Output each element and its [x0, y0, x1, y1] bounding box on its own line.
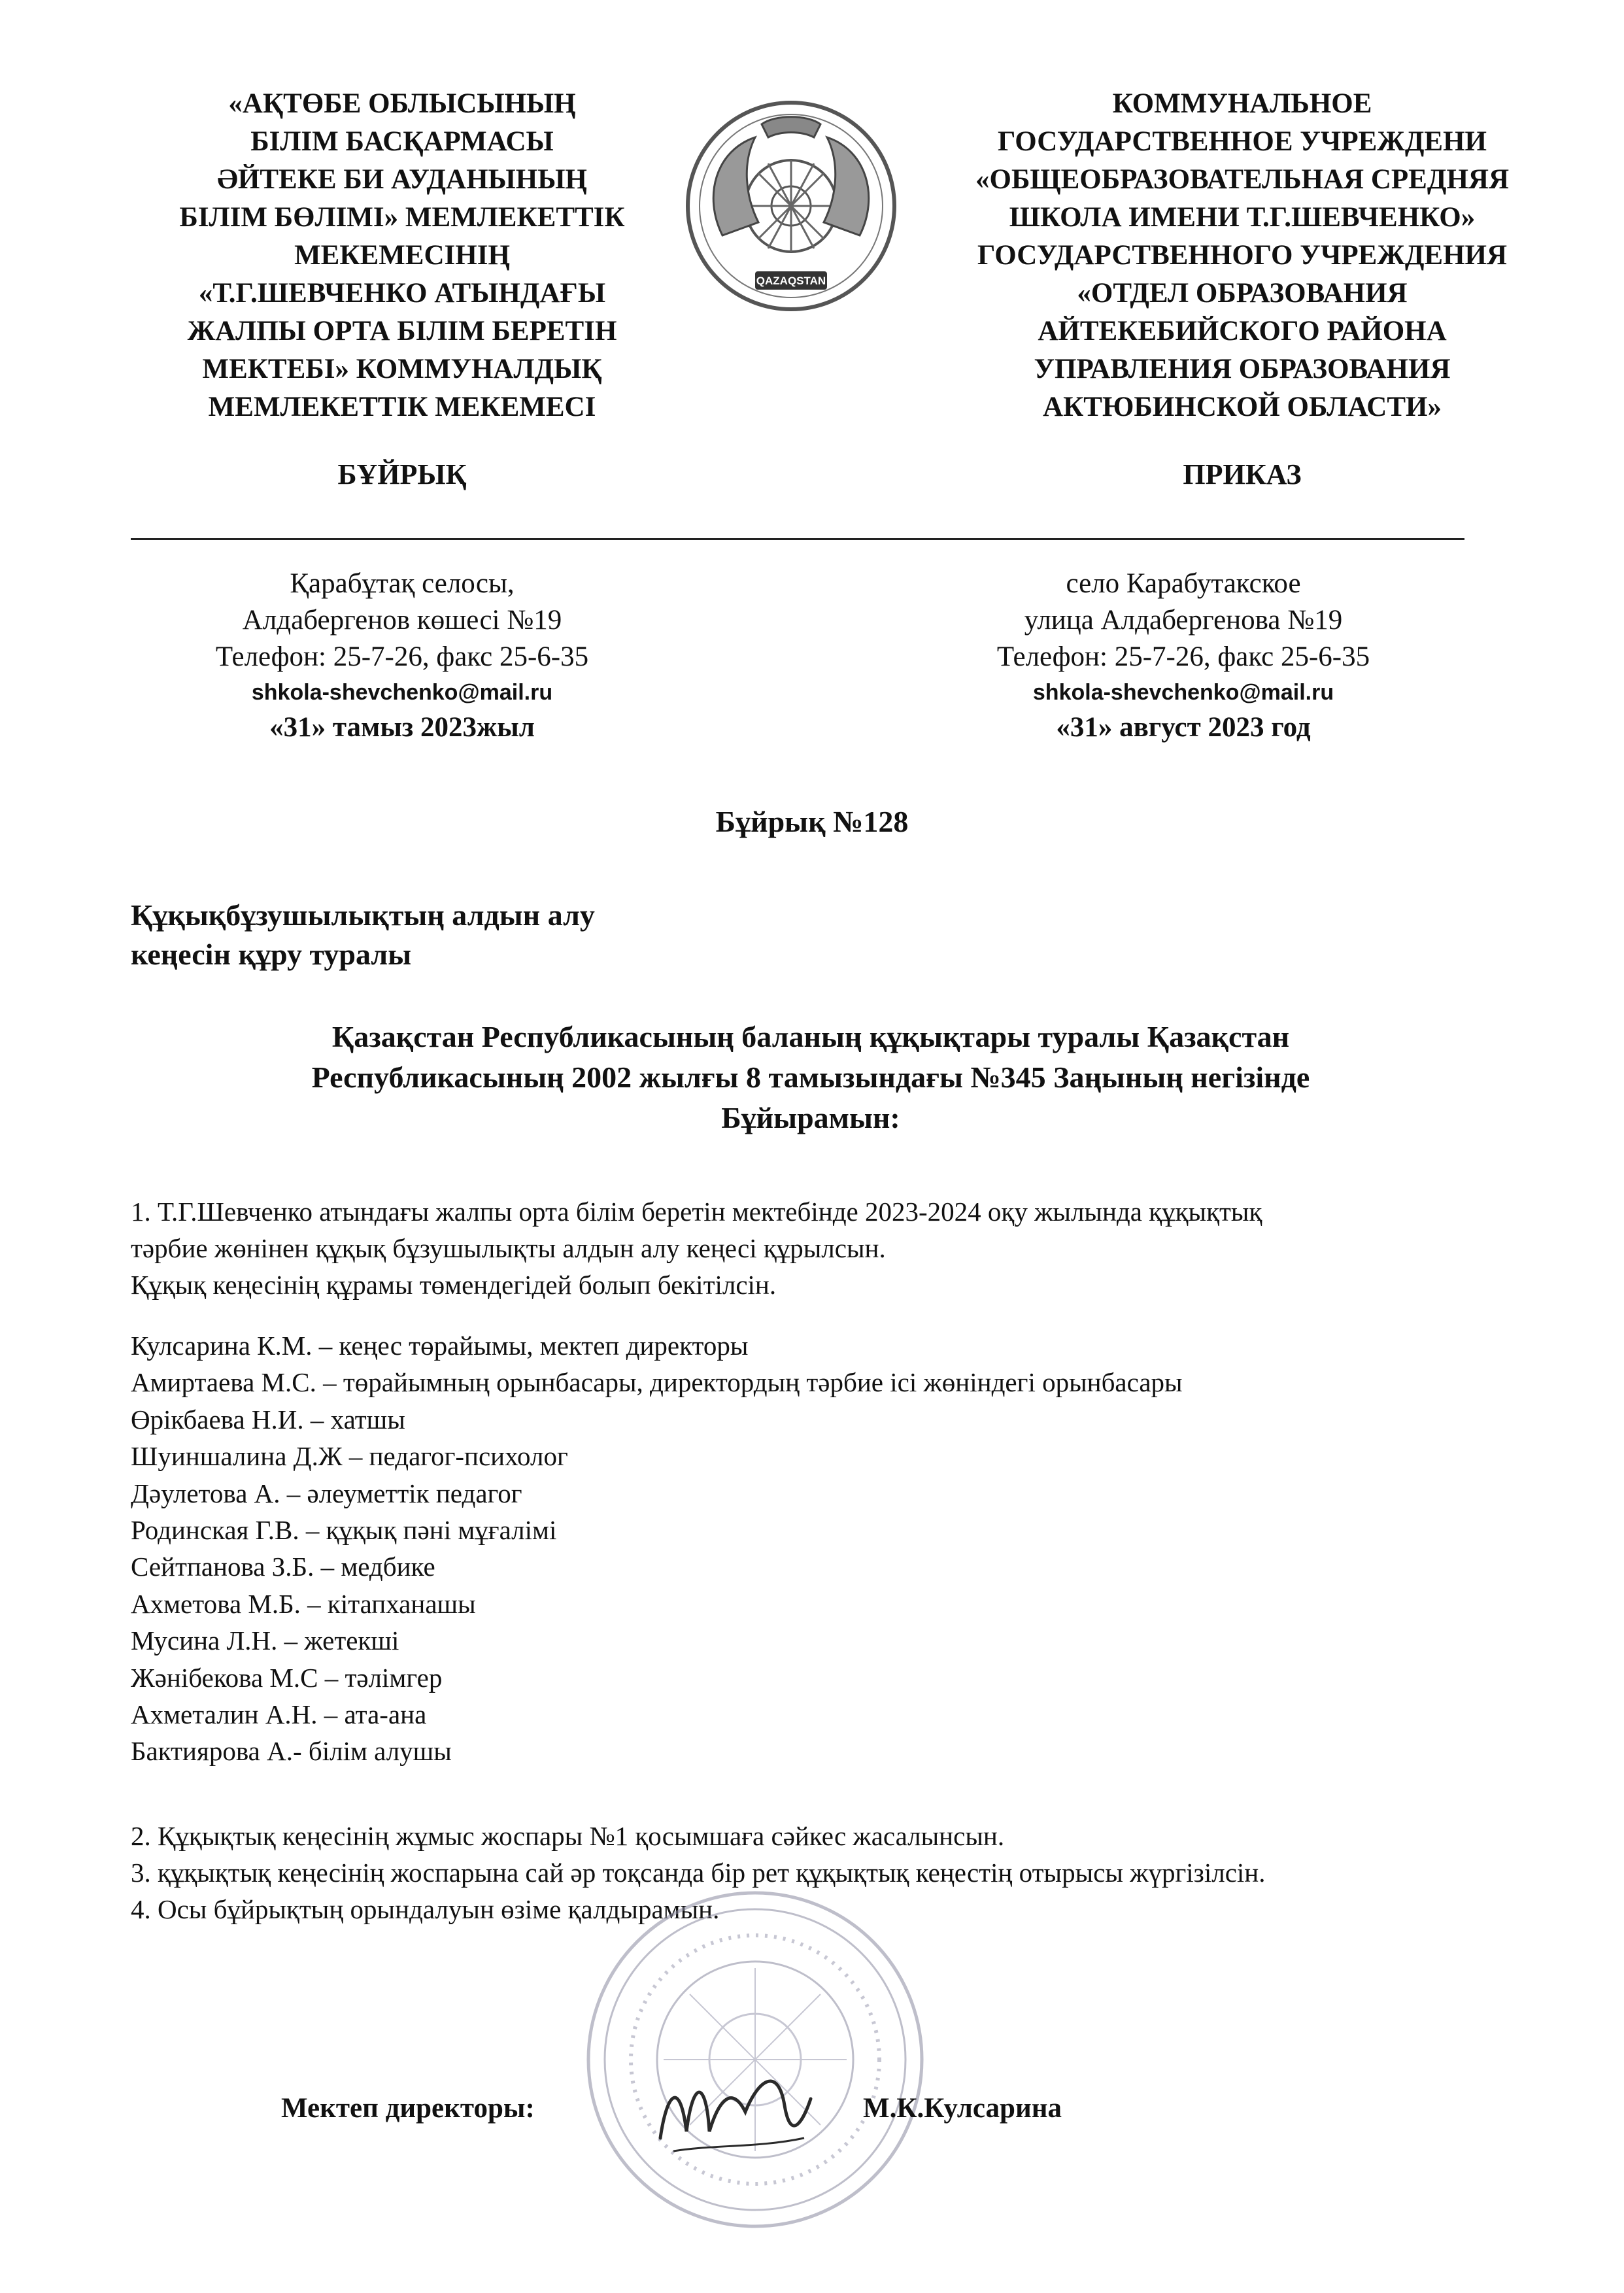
- list-item: Жәнібекова М.С – тәлімгер: [131, 1662, 443, 1693]
- header-left-line: «АҚТӨБЕ ОБЛЫСЫНЫҢ: [228, 88, 576, 119]
- header-left-org: [131, 85, 673, 426]
- header-right-org: [909, 85, 1576, 426]
- header-divider: [131, 538, 1464, 540]
- preamble-line: Бұйырамын:: [721, 1101, 900, 1134]
- handwritten-signature-icon: [647, 2040, 817, 2171]
- subject-line: кеңесін құру туралы: [131, 938, 412, 971]
- list-item: Бактиярова А.- білім алушы: [131, 1736, 452, 1767]
- address-street: улица Алдабергенова №19: [1024, 605, 1343, 636]
- director-name: М.К.Кулсарина: [863, 2093, 1062, 2124]
- header-left-line: ЖАЛПЫ ОРТА БІЛІМ БЕРЕТІН: [187, 316, 617, 347]
- order-subject: [131, 896, 595, 974]
- list-item: Мусина Л.Н. – жетекші: [131, 1625, 399, 1656]
- order-preamble: [131, 1017, 1491, 1138]
- address-phone: Телефон: 25-7-26, факс 25-6-35: [996, 641, 1370, 672]
- header-right-line: ШКОЛА ИМЕНИ Т.Г.ШЕВЧЕНКО»: [1009, 202, 1476, 233]
- header-right-line: «ОТДЕЛ ОБРАЗОВАНИЯ: [1077, 278, 1408, 309]
- order-point: 4. Осы бұйрықтың орындалуын өзіме қалдырамын.: [131, 1894, 720, 1924]
- council-members-list: [131, 1327, 1183, 1770]
- list-item: Ахметова М.Б. – кітапханашы: [131, 1588, 476, 1619]
- order-point: 3. құқықтық кеңесінің жоспарына сай әр тоқсанда бір рет құқықтық кеңестің отырысы жүргізілсін.: [131, 1858, 1266, 1888]
- header-left-line: БІЛІМ БӨЛІМІ» МЕМЛЕКЕТТІК: [179, 202, 625, 233]
- doc-type-kazakh: БҰЙРЫҚ: [337, 458, 467, 490]
- list-item: Өрікбаева Н.И. – хатшы: [131, 1404, 405, 1435]
- header-right-line: УПРАВЛЕНИЯ ОБРАЗОВАНИЯ: [1034, 354, 1451, 384]
- order-point-1: [131, 1193, 1517, 1303]
- header-right-line: АЙТЕКЕБИЙСКОГО РАЙОНА: [1038, 316, 1447, 347]
- address-phone: Телефон: 25-7-26, факс 25-6-35: [215, 641, 589, 672]
- header-right-line: АКТЮБИНСКОЙ ОБЛАСТИ»: [1043, 392, 1442, 422]
- order-date: «31» август 2023 год: [1056, 712, 1311, 743]
- address-village: Қарабұтақ селосы,: [290, 568, 515, 599]
- header-left-line: МЕМЛЕКЕТТІК МЕКЕМЕСІ: [208, 392, 596, 422]
- state-emblem-icon: [683, 98, 899, 314]
- signature-label: Мектеп директоры:: [281, 2093, 535, 2124]
- order-date: «31» тамыз 2023жыл: [269, 712, 535, 743]
- address-right: [850, 566, 1517, 746]
- address-village: село Карабутакское: [1066, 568, 1301, 599]
- header-right-line: ГОСУДАРСТВЕННОЕ УЧРЕЖДЕНИ: [998, 126, 1487, 157]
- header-left-line: «Т.Г.ШЕВЧЕНКО АТЫНДАҒЫ: [198, 278, 606, 309]
- doc-type-russian: ПРИКАЗ: [1183, 458, 1302, 490]
- subject-line: Құқықбұзушылықтың алдын алу: [131, 898, 595, 932]
- header-right-line: ГОСУДАРСТВЕННОГО УЧРЕЖДЕНИЯ: [977, 240, 1508, 271]
- header-right-line: «ОБЩЕОБРАЗОВАТЕЛЬНАЯ СРЕДНЯЯ: [975, 164, 1509, 195]
- list-item: Сейтпанова З.Б. – медбике: [131, 1552, 435, 1582]
- address-street: Алдабергенов көшесі №19: [242, 605, 562, 636]
- header-right-line: КОММУНАЛЬНОЕ: [1112, 88, 1372, 119]
- address-left: [131, 566, 673, 746]
- list-item: Шуиншалина Д.Ж – педагог-психолог: [131, 1441, 568, 1472]
- list-item: Ахметалин А.Н. – ата-ана: [131, 1699, 427, 1730]
- preamble-line: Республикасының 2002 жылғы 8 тамызындағы №345 Заңының негізінде: [311, 1061, 1310, 1094]
- emblem-text: QAZAQSTAN: [756, 275, 826, 287]
- list-item: Дәулетова А. – әлеуметтік педагог: [131, 1478, 522, 1508]
- address-email: shkola-shevchenko@mail.ru: [1032, 680, 1334, 705]
- address-email: shkola-shevchenko@mail.ru: [251, 680, 553, 705]
- header-left-line: МЕКТЕБІ» КОММУНАЛДЫҚ: [202, 354, 602, 384]
- header-left-line: ӘЙТЕКЕ БИ АУДАНЫНЫҢ: [217, 164, 587, 195]
- list-item: Кулсарина К.М. – кеңес төрайымы, мектеп директоры: [131, 1331, 749, 1361]
- list-item: Амиртаева М.С. – төрайымның орынбасары, директордың тәрбие ісі жөніндегі орынбасары: [131, 1367, 1183, 1398]
- paragraph-line: Құқық кеңесінің құрамы төмендегідей болып бекітілсін.: [131, 1270, 777, 1300]
- order-point: 2. Құқықтық кеңесінің жұмыс жоспары №1 қосымшаға сәйкес жасалынсын.: [131, 1821, 1005, 1851]
- order-number: Бұйрық №128: [715, 805, 909, 838]
- paragraph-line: 1. Т.Г.Шевченко атындағы жалпы орта білім беретін мектебінде 2023-2024 оқу жылында құқықтық: [131, 1197, 1262, 1227]
- preamble-line: Қазақстан Республикасының баланың құқықтары туралы Қазақстан: [331, 1020, 1290, 1053]
- header-left-line: МЕКЕМЕСІНІҢ: [294, 240, 510, 271]
- header-left-line: БІЛІМ БАСҚАРМАСЫ: [250, 126, 554, 157]
- list-item: Родинская Г.В. – құқық пәні мұғалімі: [131, 1515, 557, 1546]
- paragraph-line: тәрбие жөнінен құқық бұзушылықты алдын алу кеңесі құрылсын.: [131, 1233, 886, 1263]
